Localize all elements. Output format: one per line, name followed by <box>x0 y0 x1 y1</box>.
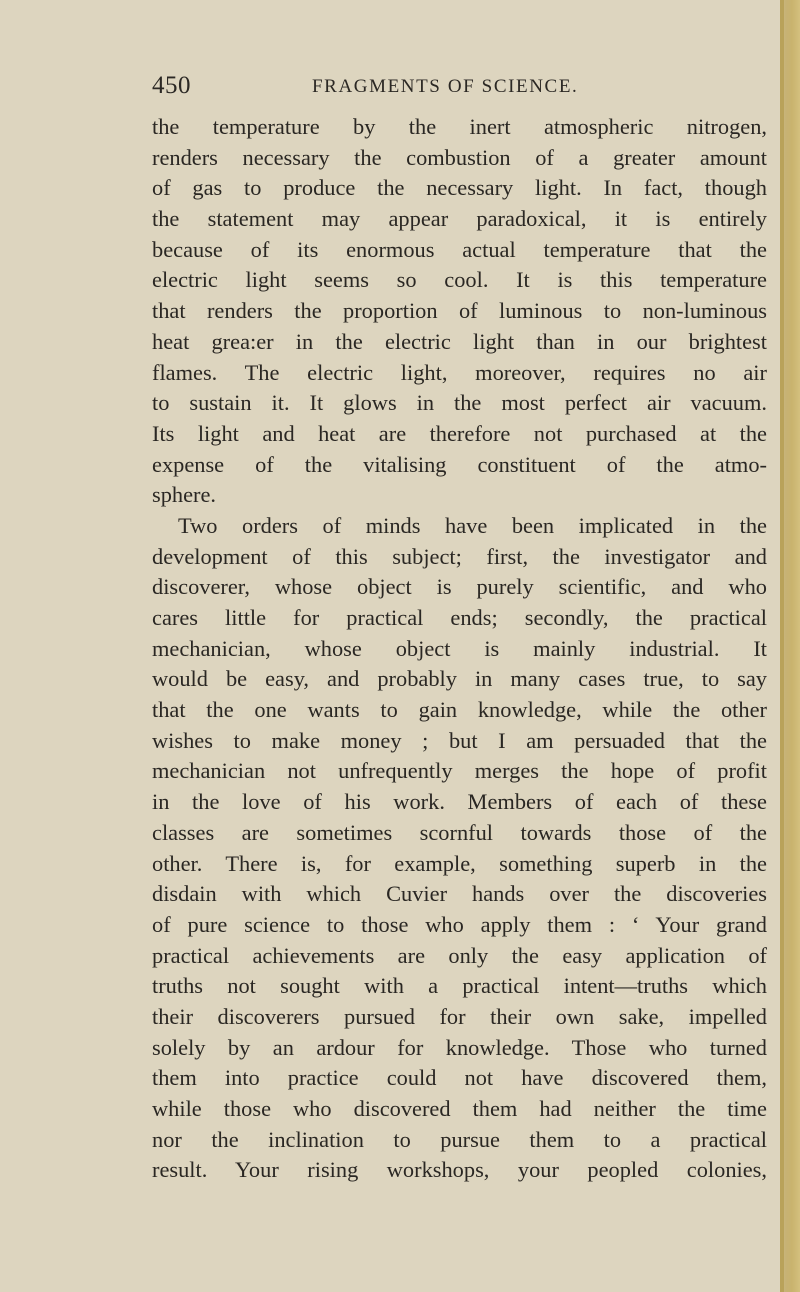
text-line: that renders the proportion of luminous to non-luminous <box>152 298 767 324</box>
text-line: flames. The electric light, moreover, requires no air <box>152 359 767 385</box>
page-number: 450 <box>152 72 191 99</box>
body-text <box>152 112 767 1186</box>
running-title: FRAGMENTS OF SCIENCE. <box>312 76 579 97</box>
text-line: mechanician, whose object is mainly industrial. It <box>152 635 767 661</box>
text-line: sphere. <box>152 482 217 508</box>
text-line: of gas to produce the necessary light. In fact, though <box>152 175 767 201</box>
text-line: because of its enormous actual temperature that the <box>152 236 767 262</box>
text-line: their discoverers pursued for their own sake, impelled <box>152 1003 767 1029</box>
spine-shadow <box>780 0 784 1292</box>
text-line: other. There is, for example, something superb in the <box>152 850 767 876</box>
text-line: practical achievements are only the easy application of <box>152 942 767 968</box>
paragraph-first-line: Two orders of minds have been implicated in the <box>178 512 767 538</box>
text-line: expense of the vitalising constituent of the atmo- <box>152 451 767 477</box>
text-line: the temperature by the inert atmospheric nitrogen, <box>152 114 767 139</box>
text-line: in the love of his work. Members of each of these <box>152 789 767 815</box>
page-header <box>0 72 780 106</box>
text-line: development of this subject; first, the investigator and <box>152 543 767 569</box>
text-line: heat grea:er in the electric light than in our brightest <box>152 328 767 354</box>
text-line: electric light seems so cool. It is this temperature <box>152 267 767 293</box>
text-line: disdain with which Cuvier hands over the discoveries <box>152 881 767 907</box>
text-line: that the one wants to gain knowledge, while the other <box>152 697 767 723</box>
text-line: would be easy, and probably in many cases true, to say <box>152 666 767 692</box>
text-line: while those who discovered them had neither the time <box>152 1096 767 1121</box>
text-line: mechanician not unfrequently merges the hope of profit <box>152 758 767 784</box>
text-line: Its light and heat are therefore not purchased at the <box>152 420 767 446</box>
text-line: classes are sometimes scornful towards those of the <box>152 819 767 845</box>
text-line: of pure science to those who apply them : ‘ Your grand <box>152 911 767 937</box>
text-line: renders necessary the combustion of a greater amount <box>152 144 767 170</box>
book-spine-edge <box>780 0 800 1292</box>
text-line: solely by an ardour for knowledge. Those who turned <box>152 1034 767 1060</box>
text-line: nor the inclination to pursue them to a practical <box>152 1126 767 1152</box>
text-line: truths not sought with a practical intent—truths which <box>152 973 767 999</box>
text-line: discoverer, whose object is purely scientific, and who <box>152 574 767 600</box>
text-line: result. Your rising workshops, your peopled colonies, <box>152 1157 767 1183</box>
text-line: the statement may appear paradoxical, it is entirely <box>152 206 767 232</box>
text-line: wishes to make money ; but I am persuaded that the <box>152 727 767 753</box>
text-line: to sustain it. It glows in the most perfect air vacuum. <box>152 390 767 416</box>
text-line: cares little for practical ends; secondly, the practical <box>152 605 767 630</box>
text-line: them into practice could not have discovered them, <box>152 1065 767 1091</box>
